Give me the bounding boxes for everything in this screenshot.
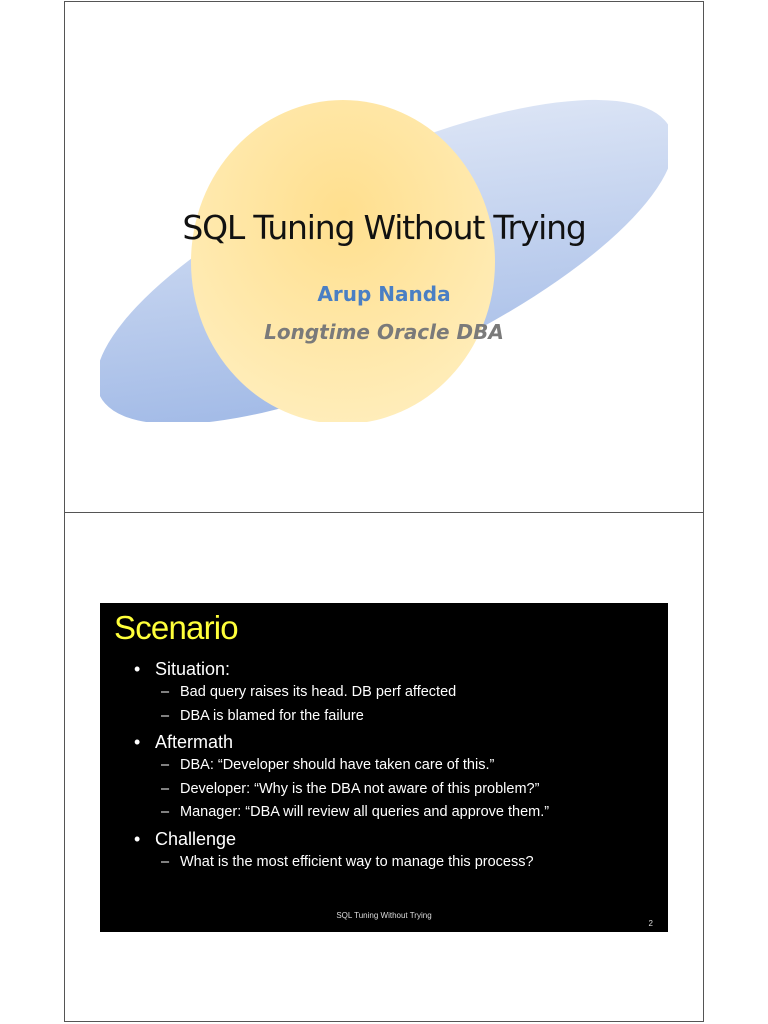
bullet-challenge: • Challenge <box>134 828 237 849</box>
author-role: Longtime Oracle DBA <box>264 320 504 344</box>
dash-icon: – <box>161 780 170 797</box>
dash-icon: – <box>161 757 170 773</box>
dash-icon: – <box>161 804 170 820</box>
bullet-icon: • <box>134 732 141 752</box>
sub-bullet: – Developer: “Why is the DBA not aware of this problem?” <box>100 778 668 802</box>
bullet-icon: • <box>134 659 141 679</box>
slide-background-graphic <box>100 90 668 422</box>
dash-icon: – <box>161 684 170 700</box>
bullet-aftermath: • Aftermath <box>134 732 234 752</box>
sub-bullet: – DBA: “Developer should have taken care of this.” <box>100 754 668 778</box>
sub-bullet: – Manager: “DBA will review all queries and approve them.” <box>100 801 668 825</box>
dash-icon: – <box>161 707 170 724</box>
slide-footer: SQL Tuning Without Trying <box>336 911 432 920</box>
sub-bullet: – What is the most efficient way to manage this process? <box>100 851 668 875</box>
sub-bullet: – DBA is blamed for the failure <box>100 705 668 729</box>
slide-title: Scenario <box>114 609 238 646</box>
slide-divider <box>64 512 704 513</box>
slide-title: SQL Tuning Without Trying <box>182 208 586 247</box>
yellow-ellipse-shape <box>191 100 495 422</box>
title-slide <box>100 90 668 422</box>
page-number: 2 <box>648 919 653 928</box>
dash-icon: – <box>161 853 170 870</box>
sub-bullet: – Bad query raises its head. DB perf affected <box>100 681 668 705</box>
bullet-icon: • <box>134 828 141 849</box>
bullet-situation: • Situation: <box>134 659 231 679</box>
author-name: Arup Nanda <box>317 282 451 306</box>
scenario-slide <box>100 603 668 932</box>
bullet-list <box>100 655 668 874</box>
